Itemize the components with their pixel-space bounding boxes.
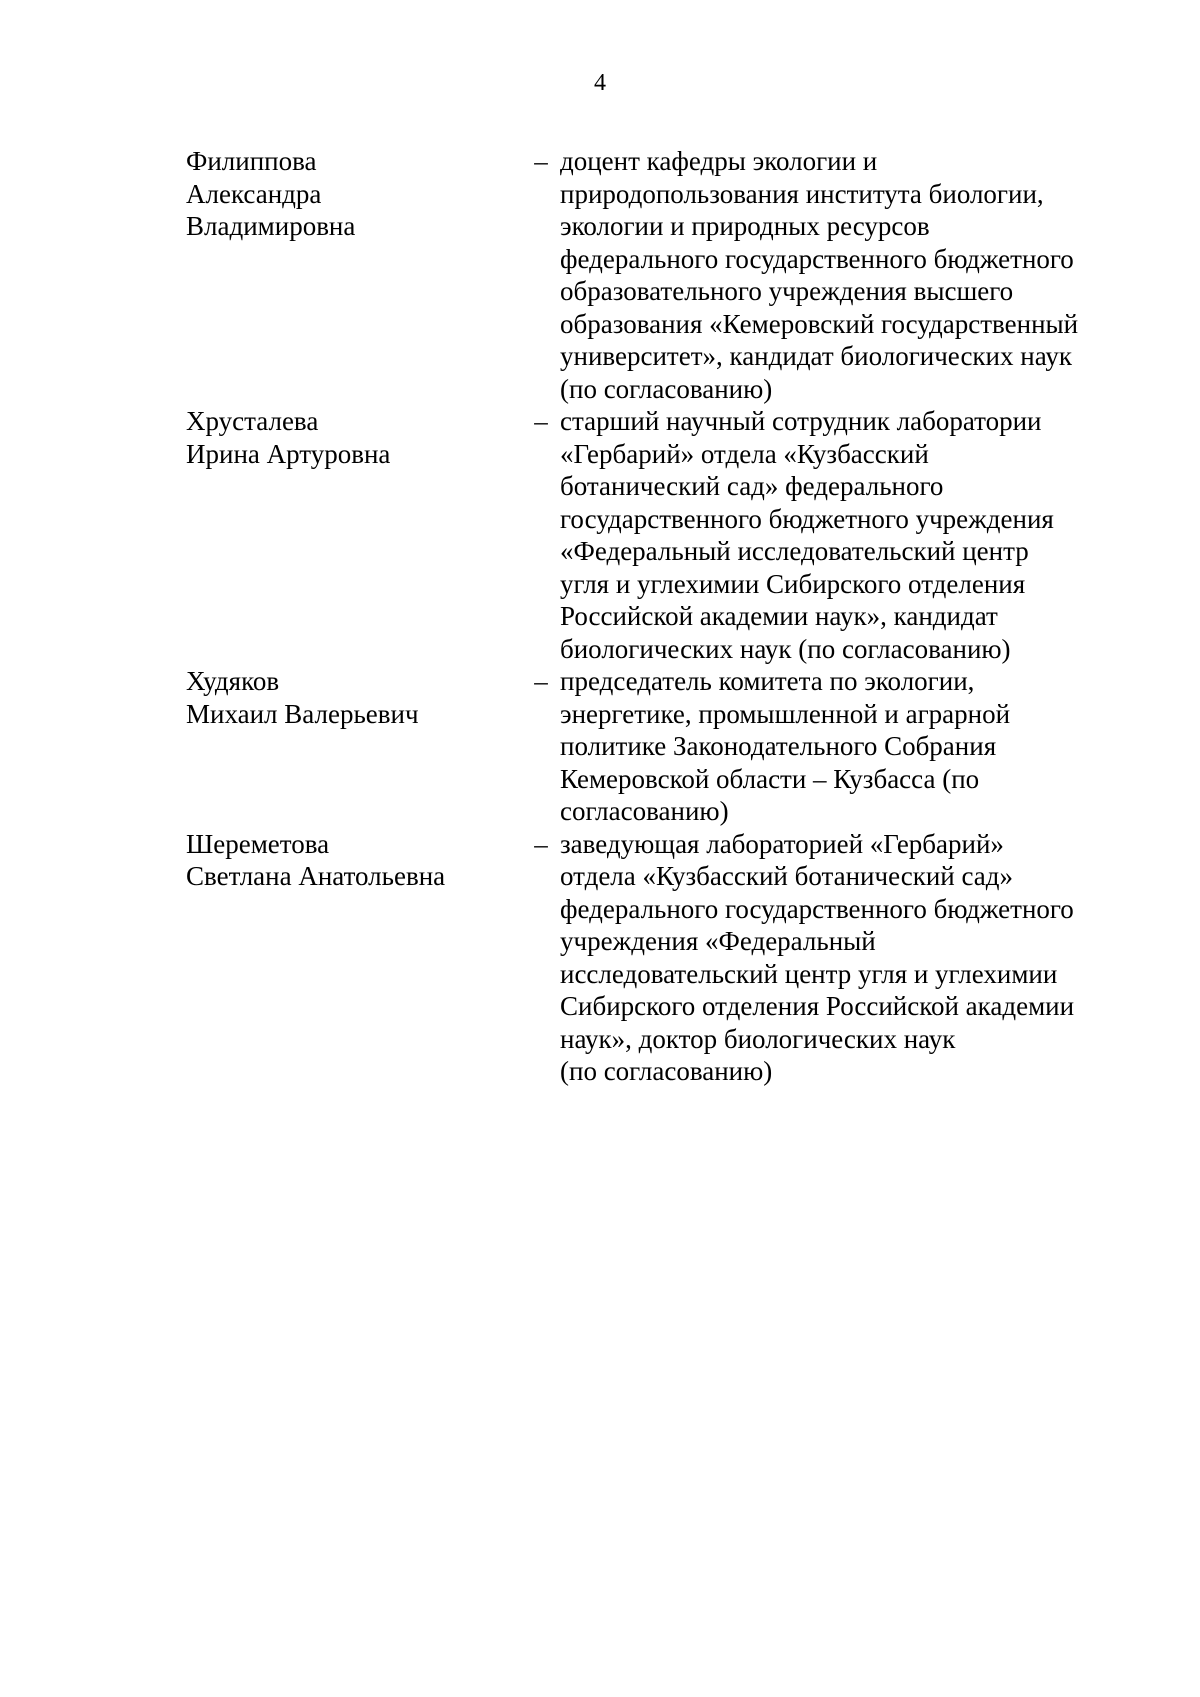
member-name [186,145,526,405]
description-line: государственного бюджетного учреждения [560,503,1054,534]
description-line: Российской академии наук», кандидат [560,601,998,631]
page-number: 4 [594,70,606,96]
member-name [186,828,526,1088]
member-surname: Худяков [186,666,280,696]
member-given-names: Александра Владимировна [186,178,356,241]
description-line: политике Законодательного Собрания [560,731,997,761]
description-line: «Федеральный исследовательский центр [560,536,1029,566]
description-line: экологии и природных ресурсов [560,211,930,241]
description-line: старший научный сотрудник лаборатории [560,406,1042,436]
member-dash: – [534,828,548,859]
description-line: исследовательский центр угля и углехимии [560,958,1058,989]
description-line: учреждения «Федеральный [560,926,876,956]
description-line: угля и углехимии Сибирского отделения [560,568,1026,599]
member-entry [186,828,1126,1088]
member-given-names: Светлана Анатольевна [186,861,446,891]
description-line: заведующая лабораторией «Гербарий» [560,828,1004,859]
description-line: «Гербарий» отдела «Кузбасский [560,438,929,469]
member-entry [186,145,1126,405]
member-description [556,828,1126,1088]
member-entry [186,405,1126,665]
member-description [556,405,1126,665]
description-line: энергетике, промышленной и аграрной [560,698,1011,729]
description-line: доцент кафедры экологии и [560,146,878,176]
description-line: наук», доктор биологических наук [560,1023,956,1054]
member-given-names: Ирина Артуровна [186,438,391,469]
description-line: федерального государственного бюджетного [560,893,1074,924]
member-name [186,405,526,665]
member-description [556,665,1126,828]
description-line: (по согласованию) [560,373,773,404]
description-line: университет», кандидат биологических наук [560,341,1072,371]
description-line: согласованию) [560,796,729,826]
member-surname: Хрусталева [186,406,319,436]
description-line: образовательного учреждения высшего [560,276,1014,306]
member-dash: – [534,666,548,696]
description-line: Кемеровской области – Кузбасса (по [560,763,980,794]
member-given-names: Михаил Валерьевич [186,698,419,729]
member-entry [186,665,1126,828]
description-line: (по согласованию) [560,1056,773,1086]
description-line: Сибирского отделения Российской академии [560,991,1075,1021]
members-list [186,145,1126,1088]
member-name [186,665,526,828]
description-line: природопользования института биологии, [560,178,1044,209]
member-surname: Шереметова [186,828,330,859]
member-surname: Филиппова [186,146,317,176]
member-dash: – [534,406,548,436]
description-line: председатель комитета по экологии, [560,666,975,696]
member-description [556,145,1126,405]
description-line: биологических наук (по согласованию) [560,633,1011,664]
description-line: ботанический сад» федерального [560,471,944,501]
description-line: образования «Кемеровский государственный [560,308,1079,339]
member-dash: – [534,146,548,176]
description-line: отдела «Кузбасский ботанический сад» [560,861,1014,891]
description-line: федерального государственного бюджетного [560,243,1074,274]
